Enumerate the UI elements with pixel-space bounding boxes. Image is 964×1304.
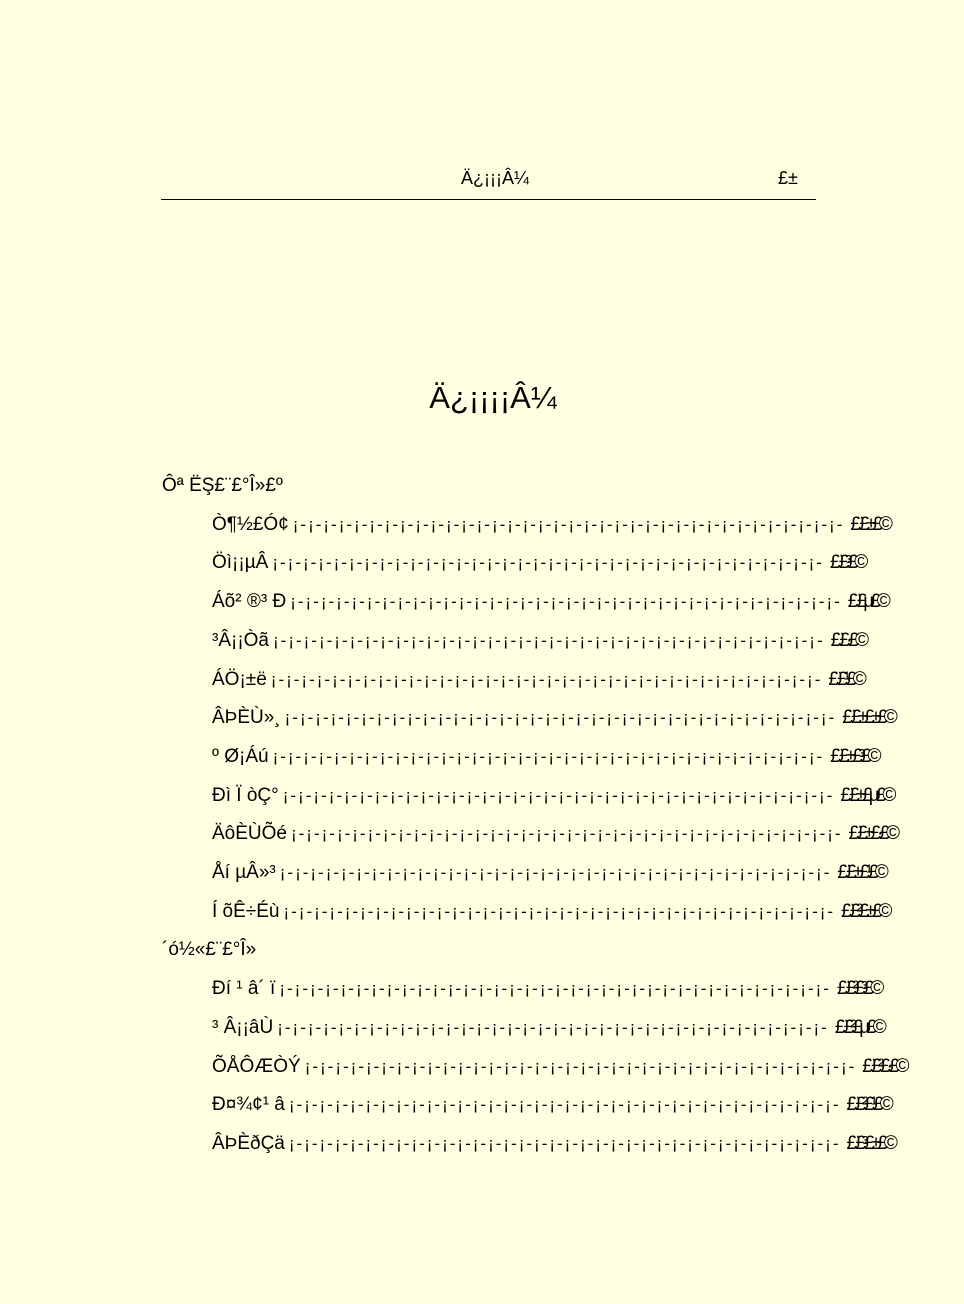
running-header-title: Ä¿¡¡¡Â¼ [460,168,529,188]
toc-entry-label: Í õÊ÷Éù [212,900,280,922]
dot-leader: ¡-¡-¡-¡-¡-¡-¡-¡-¡-¡-¡-¡-¡-¡-¡-¡-¡-¡-¡-¡-¡-¡-¡-¡-¡-¡-¡-¡-¡-¡-¡-¡-¡-¡-¡-¡- [282,785,835,805]
toc-entry-page-number: £¨£²£·£© [862,1055,906,1077]
dot-leader: ¡-¡-¡-¡-¡-¡-¡-¡-¡-¡-¡-¡-¡-¡-¡-¡-¡-¡-¡-¡-¡-¡-¡-¡-¡-¡-¡-¡-¡-¡-¡-¡-¡-¡-¡-¡- [284,708,837,728]
toc-entry-page-number: £¨£±£¹£© [837,862,885,883]
toc-entry[interactable] [212,1094,890,1118]
toc-entry[interactable] [212,1016,883,1041]
toc-entry-page-number: £¨£±£±£© [842,707,894,729]
toc-entry-label: Ð¤¾¢¹ â [212,1094,285,1116]
dot-leader: ¡-¡-¡-¡-¡-¡-¡-¡-¡-¡-¡-¡-¡-¡-¡-¡-¡-¡-¡-¡-¡-¡-¡-¡-¡-¡-¡-¡-¡-¡-¡-¡-¡-¡-¡-¡- [288,1133,841,1153]
dot-leader: ¡-¡-¡-¡-¡-¡-¡-¡-¡-¡-¡-¡-¡-¡-¡-¡-¡-¡-¡-¡-¡-¡-¡-¡-¡-¡-¡-¡-¡-¡-¡-¡-¡-¡-¡-¡- [272,553,824,573]
toc-entry-label: ³Â¡¡Òã [212,629,269,651]
toc-entry[interactable] [212,978,881,1002]
toc-entry-label: Åí µÂ»³ [212,862,276,883]
toc-entry-page-number: £¨£±£µ£© [840,784,893,806]
section-heading: ´ó½«£¨£°Î» [162,939,257,961]
toc-entry-page-number: £¨£²£µ£© [834,1016,883,1038]
toc-entry[interactable] [212,900,889,925]
toc-entry-page-number: £¨£·£© [830,629,865,651]
toc-entry[interactable] [212,513,889,538]
toc-entry[interactable] [212,591,887,615]
dot-leader: ¡-¡-¡-¡-¡-¡-¡-¡-¡-¡-¡-¡-¡-¡-¡-¡-¡-¡-¡-¡-¡-¡-¡-¡-¡-¡-¡-¡-¡-¡-¡-¡-¡-¡-¡-¡- [272,746,825,766]
toc-entry-label: ³ Â¡¡âÙ [212,1016,274,1038]
section-heading: Ôª ËŞ£¨£°Î»£º [162,475,283,496]
toc-entry-label: º Ø¡Áú [212,745,269,767]
dot-leader: ¡-¡-¡-¡-¡-¡-¡-¡-¡-¡-¡-¡-¡-¡-¡-¡-¡-¡-¡-¡-¡-¡-¡-¡-¡-¡-¡-¡-¡-¡-¡-¡-¡-¡-¡-¡- [279,979,831,999]
toc-entry[interactable] [212,862,885,886]
dot-leader: ¡-¡-¡-¡-¡-¡-¡-¡-¡-¡-¡-¡-¡-¡-¡-¡-¡-¡-¡-¡-¡-¡-¡-¡-¡-¡-¡-¡-¡-¡-¡-¡-¡-¡-¡-¡- [283,901,836,921]
header-rule [161,199,816,200]
toc-entry[interactable] [212,1055,906,1080]
running-header-page-number: £± [778,168,798,188]
toc-entry-label: ÂÞÈðÇä [212,1132,285,1154]
toc-entry-page-number: £¨£²£¹£© [846,1094,890,1116]
toc-entry-label: Ò¶½£Ó¢ [212,513,289,535]
toc-entry[interactable] [212,1132,894,1157]
toc-entry-page-number: £¨£±£·£© [848,823,896,845]
dot-leader: ¡-¡-¡-¡-¡-¡-¡-¡-¡-¡-¡-¡-¡-¡-¡-¡-¡-¡-¡-¡-¡-¡-¡-¡-¡-¡-¡-¡-¡-¡-¡-¡-¡-¡-¡-¡- [288,1095,841,1115]
toc-entry[interactable] [212,784,893,809]
toc-entry-page-number: £¨£¹£© [828,668,863,690]
toc-entry[interactable] [212,745,878,770]
toc-entry[interactable] [212,668,863,693]
toc-entry-label: Ðí ¹ â´ ï [212,978,276,1000]
toc-entry-label: ÄôÈÙÕé [212,823,287,845]
toc-entry-label: Ðì Ï òÇ° [212,784,279,806]
toc-entry[interactable] [212,707,894,731]
dot-leader: ¡-¡-¡-¡-¡-¡-¡-¡-¡-¡-¡-¡-¡-¡-¡-¡-¡-¡-¡-¡-¡-¡-¡-¡-¡-¡-¡-¡-¡-¡-¡-¡-¡-¡-¡-¡- [290,824,843,844]
dot-leader: ¡-¡-¡-¡-¡-¡-¡-¡-¡-¡-¡-¡-¡-¡-¡-¡-¡-¡-¡-¡-¡-¡-¡-¡-¡-¡-¡-¡-¡-¡-¡-¡-¡-¡-¡-¡- [270,669,823,689]
toc-entry-page-number: £¨£±£© [850,513,889,535]
toc-entry[interactable] [212,629,865,654]
dot-leader: ¡-¡-¡-¡-¡-¡-¡-¡-¡-¡-¡-¡-¡-¡-¡-¡-¡-¡-¡-¡-¡-¡-¡-¡-¡-¡-¡-¡-¡-¡-¡-¡-¡-¡-¡-¡- [279,863,832,882]
toc-entry-label: ÁÖ¡±ë [212,668,267,690]
toc-entry-label: Öì¡¡µÂ [212,552,269,574]
toc-entry-label: Áõ² ®³ Ð [212,591,287,613]
page-title: Ä¿¡¡¡¡Â¼ [429,380,557,415]
dot-leader: ¡-¡-¡-¡-¡-¡-¡-¡-¡-¡-¡-¡-¡-¡-¡-¡-¡-¡-¡-¡-¡-¡-¡-¡-¡-¡-¡-¡-¡-¡-¡-¡-¡-¡-¡-¡- [273,630,825,650]
toc-entry[interactable] [212,552,865,576]
toc-entry-page-number: £¨£µ£© [847,591,887,613]
toc-entry-page-number: £¨£±£³£© [830,745,878,767]
toc-entry-page-number: £¨£³£±£© [846,1132,894,1154]
toc-entry-page-number: £¨£²£±£© [841,900,889,922]
toc-entry-page-number: £¨£²£³£© [836,978,881,1000]
toc-entry-page-number: £¨£³£© [829,552,865,574]
toc-entry-label: ÂÞÈÙ»¸ [212,707,281,729]
toc-entry[interactable] [212,823,896,847]
dot-leader: ¡-¡-¡-¡-¡-¡-¡-¡-¡-¡-¡-¡-¡-¡-¡-¡-¡-¡-¡-¡-¡-¡-¡-¡-¡-¡-¡-¡-¡-¡-¡-¡-¡-¡-¡-¡- [277,1017,829,1037]
dot-leader: ¡-¡-¡-¡-¡-¡-¡-¡-¡-¡-¡-¡-¡-¡-¡-¡-¡-¡-¡-¡-¡-¡-¡-¡-¡-¡-¡-¡-¡-¡-¡-¡-¡-¡-¡-¡- [292,514,845,534]
dot-leader: ¡-¡-¡-¡-¡-¡-¡-¡-¡-¡-¡-¡-¡-¡-¡-¡-¡-¡-¡-¡-¡-¡-¡-¡-¡-¡-¡-¡-¡-¡-¡-¡-¡-¡-¡-¡- [290,592,842,612]
toc-entry-label: ÕÅÔÆÒÝ [212,1055,301,1077]
dot-leader: ¡-¡-¡-¡-¡-¡-¡-¡-¡-¡-¡-¡-¡-¡-¡-¡-¡-¡-¡-¡-¡-¡-¡-¡-¡-¡-¡-¡-¡-¡-¡-¡-¡-¡-¡-¡- [304,1056,857,1076]
